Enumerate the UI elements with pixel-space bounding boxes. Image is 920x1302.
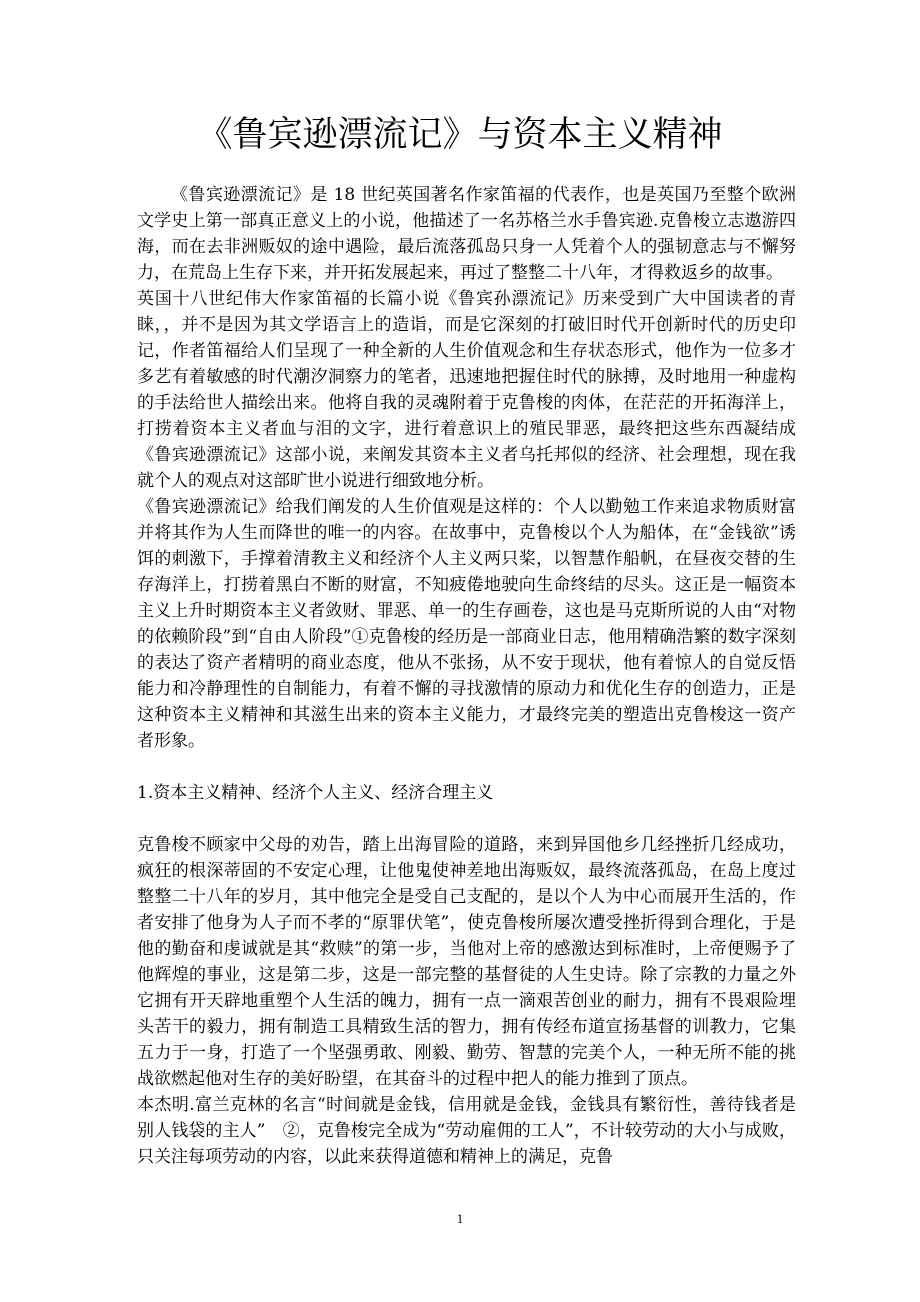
document-title: 《鲁宾逊漂流记》与资本主义精神 xyxy=(197,115,723,155)
paragraph-spacer xyxy=(137,806,796,832)
paragraph-intro: 《鲁宾逊漂流记》是 18 世纪英国著名作家笛福的代表作，也是英国乃至整个欧洲文学史上第一部真正意义上的小说，他描述了一名苏格兰水手鲁宾逊.克鲁梭立志遨游四海，而在去非洲贩奴的途中遇险，最后流落孤岛只身一人凭着个人的强韧意志与不懈努力，在荒岛上生存下来，并开拓发展起来，再过了整整二十八年，才得救返乡的故事。 xyxy=(137,185,796,283)
paragraph-crusoe-life: 克鲁梭不顾家中父母的劝告，踏上出海冒险的道路，来到异国他乡几经挫折几经成功，疯狂的根深蒂固的不安定心理，让他鬼使神差地出海贩奴，最终流落孤岛，在岛上度过整整二十八年的岁月，其中他完全是受自己支配的，是以个人为中心而展开生活的，作者安排了他身为人子而不孝的“原罪伏笔”，使克鲁梭所屡次遭受挫折得到合理化，于是他的勤奋和虔诚就是其“救赎”的第一步，当他对上帝的感激达到标准时，上帝便赐予了他辉煌的事业，这是第二步，这是一部完整的基督徒的人生史诗。除了宗教的力量之外它拥有开天辟地重塑个人生活的魄力，拥有一点一滴艰苦创业的耐力，拥有不畏艰险埋头苦干的毅力，拥有制造工具精致生活的智力，拥有传经布道宣扬基督的训教力，它集五力于一身，打造了一个坚强勇敢、刚毅、勤劳、智慧的完美个人，一种无所不能的挑战欲燃起他对生存的美好盼望，在其奋斗的过程中把人的能力推到了顶点。 xyxy=(137,835,796,1089)
paragraph-reception: 英国十八世纪伟大作家笛福的长篇小说《鲁宾孙漂流记》历来受到广大中国读者的青睐，，并不是因为其文学语言上的造诣，而是它深刻的打破旧时代开创新时代的历史印记，作者笛福给人们呈现了一种全新的人生价值观念和生存状态形式，他作为一位多才多艺有着敏感的时代潮汐洞察力的笔者，迅速地把握住时代的脉搏，及时地用一种虚构的手法给世人描绘出来。他将自我的灵魂附着于克鲁梭的肉体，在茫茫的开拓海洋上，打捞着资本主义者血与泪的文字，进行着意识上的殖民罪恶，最终把这些东西凝结成《鲁宾逊漂流记》这部小说，来阐发其资本主义者乌托邦似的经济、社会理想，现在我就个人的观点对这部旷世小说进行细致地分析。 xyxy=(137,289,796,491)
paragraph-values: 《鲁宾逊漂流记》给我们阐发的人生价值观是这样的：个人以勤勉工作来追求物质财富并将其作为人生而降世的唯一的内容。在故事中，克鲁梭以个人为船体，在“金钱欲”诱饵的刺激下，手撑着清教主义和经济个人主义两只桨，以智慧作船帆，在昼夜交替的生存海洋上，打捞着黑白不断的财富，不知疲倦地驶向生命终结的尽头。这正是一幅资本主义上升时期资本主义者敛财、罪恶、单一的生存画卷，这也是马克斯所说的人由“对物的依赖阶段”到“自由人阶段”①克鲁梭的经历是一部商业日志，他用精确浩繁的数字深刻的表达了资产者精明的商业态度，他从不张扬，从不安于现状，他有着惊人的自觉反悟能力和冷静理性的自制能力，有着不懈的寻找激情的原动力和优化生存的创造力，正是这种资本主义精神和其滋生出来的资本主义能力，才最终完美的塑造出克鲁梭这一资产者形象。 xyxy=(137,497,796,751)
page-number: 1 xyxy=(456,1211,464,1226)
paragraph-franklin-quote: 本杰明.富兰克林的名言“时间就是金钱，信用就是金钱，金钱具有繁衍性，善待钱者是别人钱袋的主人” ②，克鲁梭完全成为“劳动雇佣的工人”，不计较劳动的大小与成败，只关注每项劳动的内容，以此来获得道德和精神上的满足，克鲁 xyxy=(137,1095,796,1167)
section-heading: 1.资本主义精神、经济个人主义、经济合理主义 xyxy=(137,783,494,803)
document-body xyxy=(137,182,796,1170)
paragraph-spacer xyxy=(137,754,796,780)
